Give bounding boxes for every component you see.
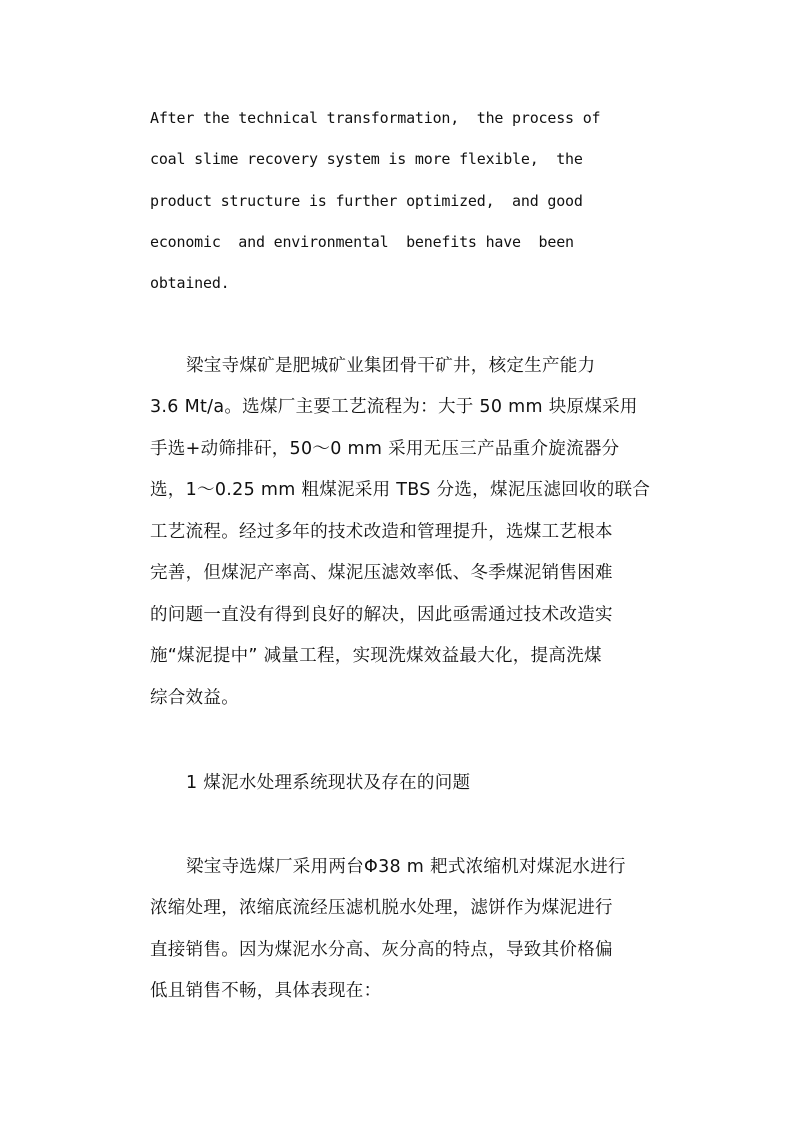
text-line: economic and environmental benefits have been (150, 233, 574, 251)
text-line: 梁宝寺选煤厂采用两台Φ38 m 耙式浓缩机对煤泥水进行 (186, 857, 626, 877)
text-line: 浓缩处理，浓缩底流经压滤机脱水处理，滤饼作为煤泥进行 (150, 898, 613, 918)
text-line: 手选+动筛排矸，50～0 mm 采用无压三产品重介旋流器分 (150, 439, 620, 459)
text-line: 综合效益。 (150, 688, 239, 708)
text-line: 梁宝寺煤矿是肥城矿业集团骨干矿井，核定生产能力 (186, 356, 596, 376)
text-line: coal slime recovery system is more flexible, the (150, 150, 583, 168)
text-line: 低且销售不畅，具体表现在： (150, 981, 382, 1001)
text-line: 施“煤泥提中” 减量工程，实现洗煤效益最大化，提高洗煤 (150, 646, 602, 666)
text-line: 直接销售。因为煤泥水分高、灰分高的特点，导致其价格偏 (150, 940, 613, 960)
section-heading: 1 煤泥水处理系统现状及存在的问题 (186, 773, 471, 793)
text-line: 完善，但煤泥产率高、煤泥压滤效率低、冬季煤泥销售困难 (150, 563, 613, 583)
text-line: obtained. (150, 274, 230, 292)
text-line: 选，1～0.25 mm 粗煤泥采用 TBS 分选，煤泥压滤回收的联合 (150, 480, 651, 500)
text-line: 工艺流程。经过多年的技术改造和管理提升，选煤工艺根本 (150, 522, 613, 542)
text-line: After the technical transformation, the process of (150, 109, 601, 127)
text-line: product structure is further optimized, and good (150, 192, 583, 210)
text-line: 3.6 Mt/a。选煤厂主要工艺流程为：大于 50 mm 块原煤采用 (150, 397, 638, 417)
text-line: 的问题一直没有得到良好的解决，因此亟需通过技术改造实 (150, 605, 613, 625)
